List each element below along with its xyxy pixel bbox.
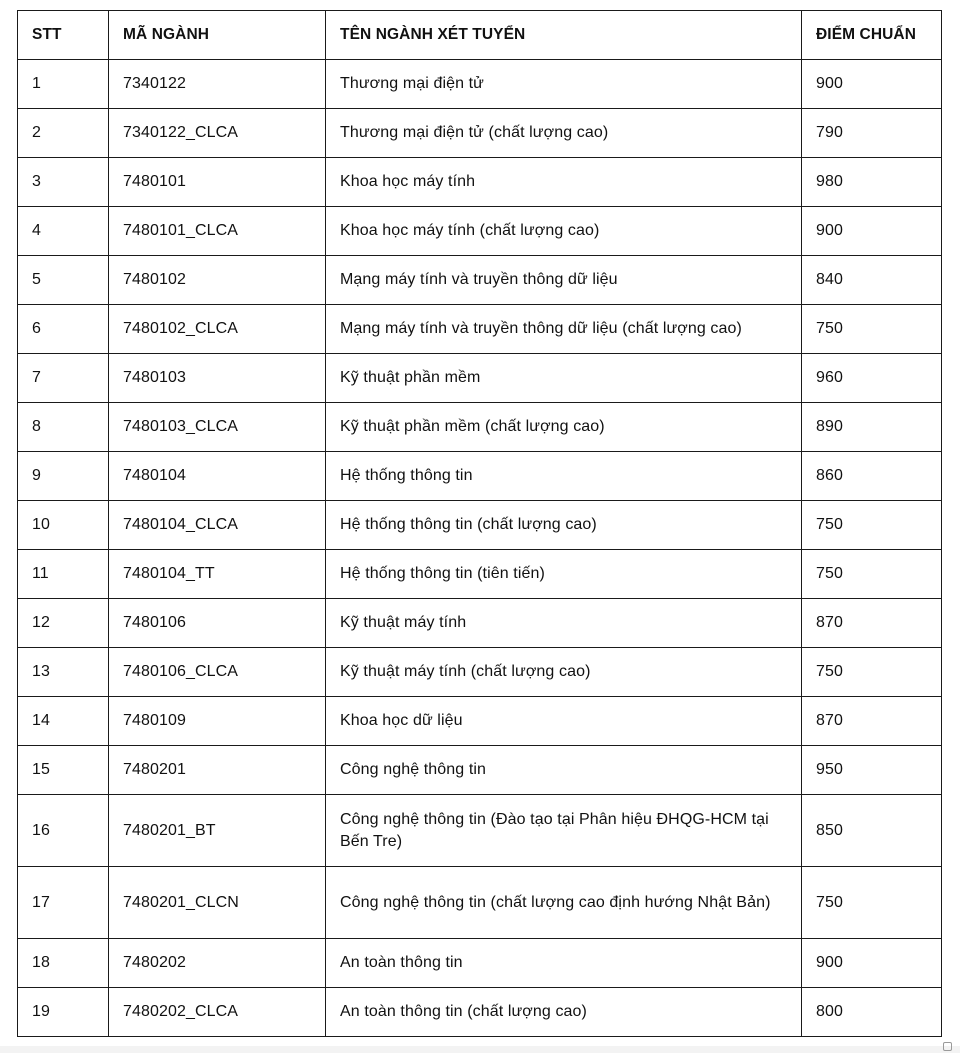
cell-stt: 6 [18, 305, 109, 354]
cell-benchmark-score: 790 [802, 109, 942, 158]
admission-score-table [17, 10, 942, 1037]
cell-benchmark-score: 750 [802, 305, 942, 354]
cell-major-name: An toàn thông tin [326, 939, 802, 988]
cell-stt: 1 [18, 60, 109, 109]
cell-stt: 8 [18, 403, 109, 452]
cell-major-name: Kỹ thuật máy tính [326, 599, 802, 648]
table-row [18, 109, 942, 158]
cell-stt: 11 [18, 550, 109, 599]
cell-stt: 18 [18, 939, 109, 988]
cell-stt: 15 [18, 746, 109, 795]
cell-major-name: Công nghệ thông tin (Đào tạo tại Phân hiệu ĐHQG-HCM tại Bến Tre) [326, 795, 802, 867]
table-row [18, 697, 942, 746]
bottom-edge-strip [0, 1046, 960, 1053]
cell-benchmark-score: 750 [802, 867, 942, 939]
cell-major-name: Kỹ thuật phần mềm (chất lượng cao) [326, 403, 802, 452]
cell-major-code: 7480104_TT [109, 550, 326, 599]
cell-major-code: 7480102_CLCA [109, 305, 326, 354]
cell-major-code: 7480102 [109, 256, 326, 305]
cell-major-code: 7340122 [109, 60, 326, 109]
header-stt: STT [18, 11, 109, 60]
cell-major-code: 7340122_CLCA [109, 109, 326, 158]
cell-major-code: 7480201 [109, 746, 326, 795]
header-benchmark-score: ĐIỂM CHUẨN [802, 11, 942, 60]
table-row [18, 939, 942, 988]
cell-major-name: Khoa học máy tính [326, 158, 802, 207]
cell-major-name: Thương mại điện tử (chất lượng cao) [326, 109, 802, 158]
cell-benchmark-score: 750 [802, 501, 942, 550]
table-row [18, 354, 942, 403]
header-major-name: TÊN NGÀNH XÉT TUYỂN [326, 11, 802, 60]
table-row [18, 550, 942, 599]
cell-stt: 14 [18, 697, 109, 746]
cell-major-name: Mạng máy tính và truyền thông dữ liệu (chất lượng cao) [326, 305, 802, 354]
header-major-code: MÃ NGÀNH [109, 11, 326, 60]
cell-stt: 9 [18, 452, 109, 501]
table-row [18, 158, 942, 207]
cell-major-code: 7480201_BT [109, 795, 326, 867]
cell-major-code: 7480104 [109, 452, 326, 501]
cell-major-code: 7480103_CLCA [109, 403, 326, 452]
cell-benchmark-score: 850 [802, 795, 942, 867]
cell-benchmark-score: 890 [802, 403, 942, 452]
cell-major-name: Công nghệ thông tin [326, 746, 802, 795]
cell-major-name: Hệ thống thông tin (chất lượng cao) [326, 501, 802, 550]
cell-benchmark-score: 900 [802, 939, 942, 988]
cell-benchmark-score: 900 [802, 207, 942, 256]
table-row [18, 60, 942, 109]
cell-benchmark-score: 860 [802, 452, 942, 501]
table-row [18, 305, 942, 354]
cell-major-name: Kỹ thuật phần mềm [326, 354, 802, 403]
cell-benchmark-score: 950 [802, 746, 942, 795]
cell-major-name: Thương mại điện tử [326, 60, 802, 109]
cell-stt: 16 [18, 795, 109, 867]
cell-benchmark-score: 870 [802, 697, 942, 746]
cell-benchmark-score: 870 [802, 599, 942, 648]
resize-handle-icon[interactable] [943, 1042, 952, 1051]
cell-major-code: 7480106 [109, 599, 326, 648]
cell-major-name: Kỹ thuật máy tính (chất lượng cao) [326, 648, 802, 697]
cell-major-code: 7480101_CLCA [109, 207, 326, 256]
cell-major-name: Mạng máy tính và truyền thông dữ liệu [326, 256, 802, 305]
cell-major-code: 7480104_CLCA [109, 501, 326, 550]
cell-stt: 13 [18, 648, 109, 697]
table-row [18, 988, 942, 1037]
cell-major-name: An toàn thông tin (chất lượng cao) [326, 988, 802, 1037]
cell-major-code: 7480101 [109, 158, 326, 207]
cell-benchmark-score: 840 [802, 256, 942, 305]
cell-major-code: 7480202_CLCA [109, 988, 326, 1037]
cell-benchmark-score: 900 [802, 60, 942, 109]
cell-major-code: 7480202 [109, 939, 326, 988]
cell-stt: 2 [18, 109, 109, 158]
cell-benchmark-score: 750 [802, 648, 942, 697]
table-row [18, 501, 942, 550]
cell-stt: 5 [18, 256, 109, 305]
cell-benchmark-score: 800 [802, 988, 942, 1037]
cell-benchmark-score: 960 [802, 354, 942, 403]
cell-stt: 3 [18, 158, 109, 207]
cell-major-name: Hệ thống thông tin [326, 452, 802, 501]
cell-major-code: 7480106_CLCA [109, 648, 326, 697]
table-row [18, 648, 942, 697]
cell-major-name: Công nghệ thông tin (chất lượng cao định hướng Nhật Bản) [326, 867, 802, 939]
table-row [18, 746, 942, 795]
table-row [18, 599, 942, 648]
cell-major-name: Hệ thống thông tin (tiên tiến) [326, 550, 802, 599]
cell-major-name: Khoa học dữ liệu [326, 697, 802, 746]
table-row [18, 403, 942, 452]
table-row [18, 256, 942, 305]
cell-major-code: 7480103 [109, 354, 326, 403]
table-row [18, 207, 942, 256]
cell-stt: 4 [18, 207, 109, 256]
cell-stt: 7 [18, 354, 109, 403]
cell-stt: 12 [18, 599, 109, 648]
table-row [18, 867, 942, 939]
table-row [18, 452, 942, 501]
cell-major-code: 7480201_CLCN [109, 867, 326, 939]
cell-stt: 19 [18, 988, 109, 1037]
cell-stt: 10 [18, 501, 109, 550]
cell-benchmark-score: 980 [802, 158, 942, 207]
cell-stt: 17 [18, 867, 109, 939]
cell-major-code: 7480109 [109, 697, 326, 746]
header-row [18, 11, 942, 60]
cell-benchmark-score: 750 [802, 550, 942, 599]
cell-major-name: Khoa học máy tính (chất lượng cao) [326, 207, 802, 256]
table-row [18, 795, 942, 867]
